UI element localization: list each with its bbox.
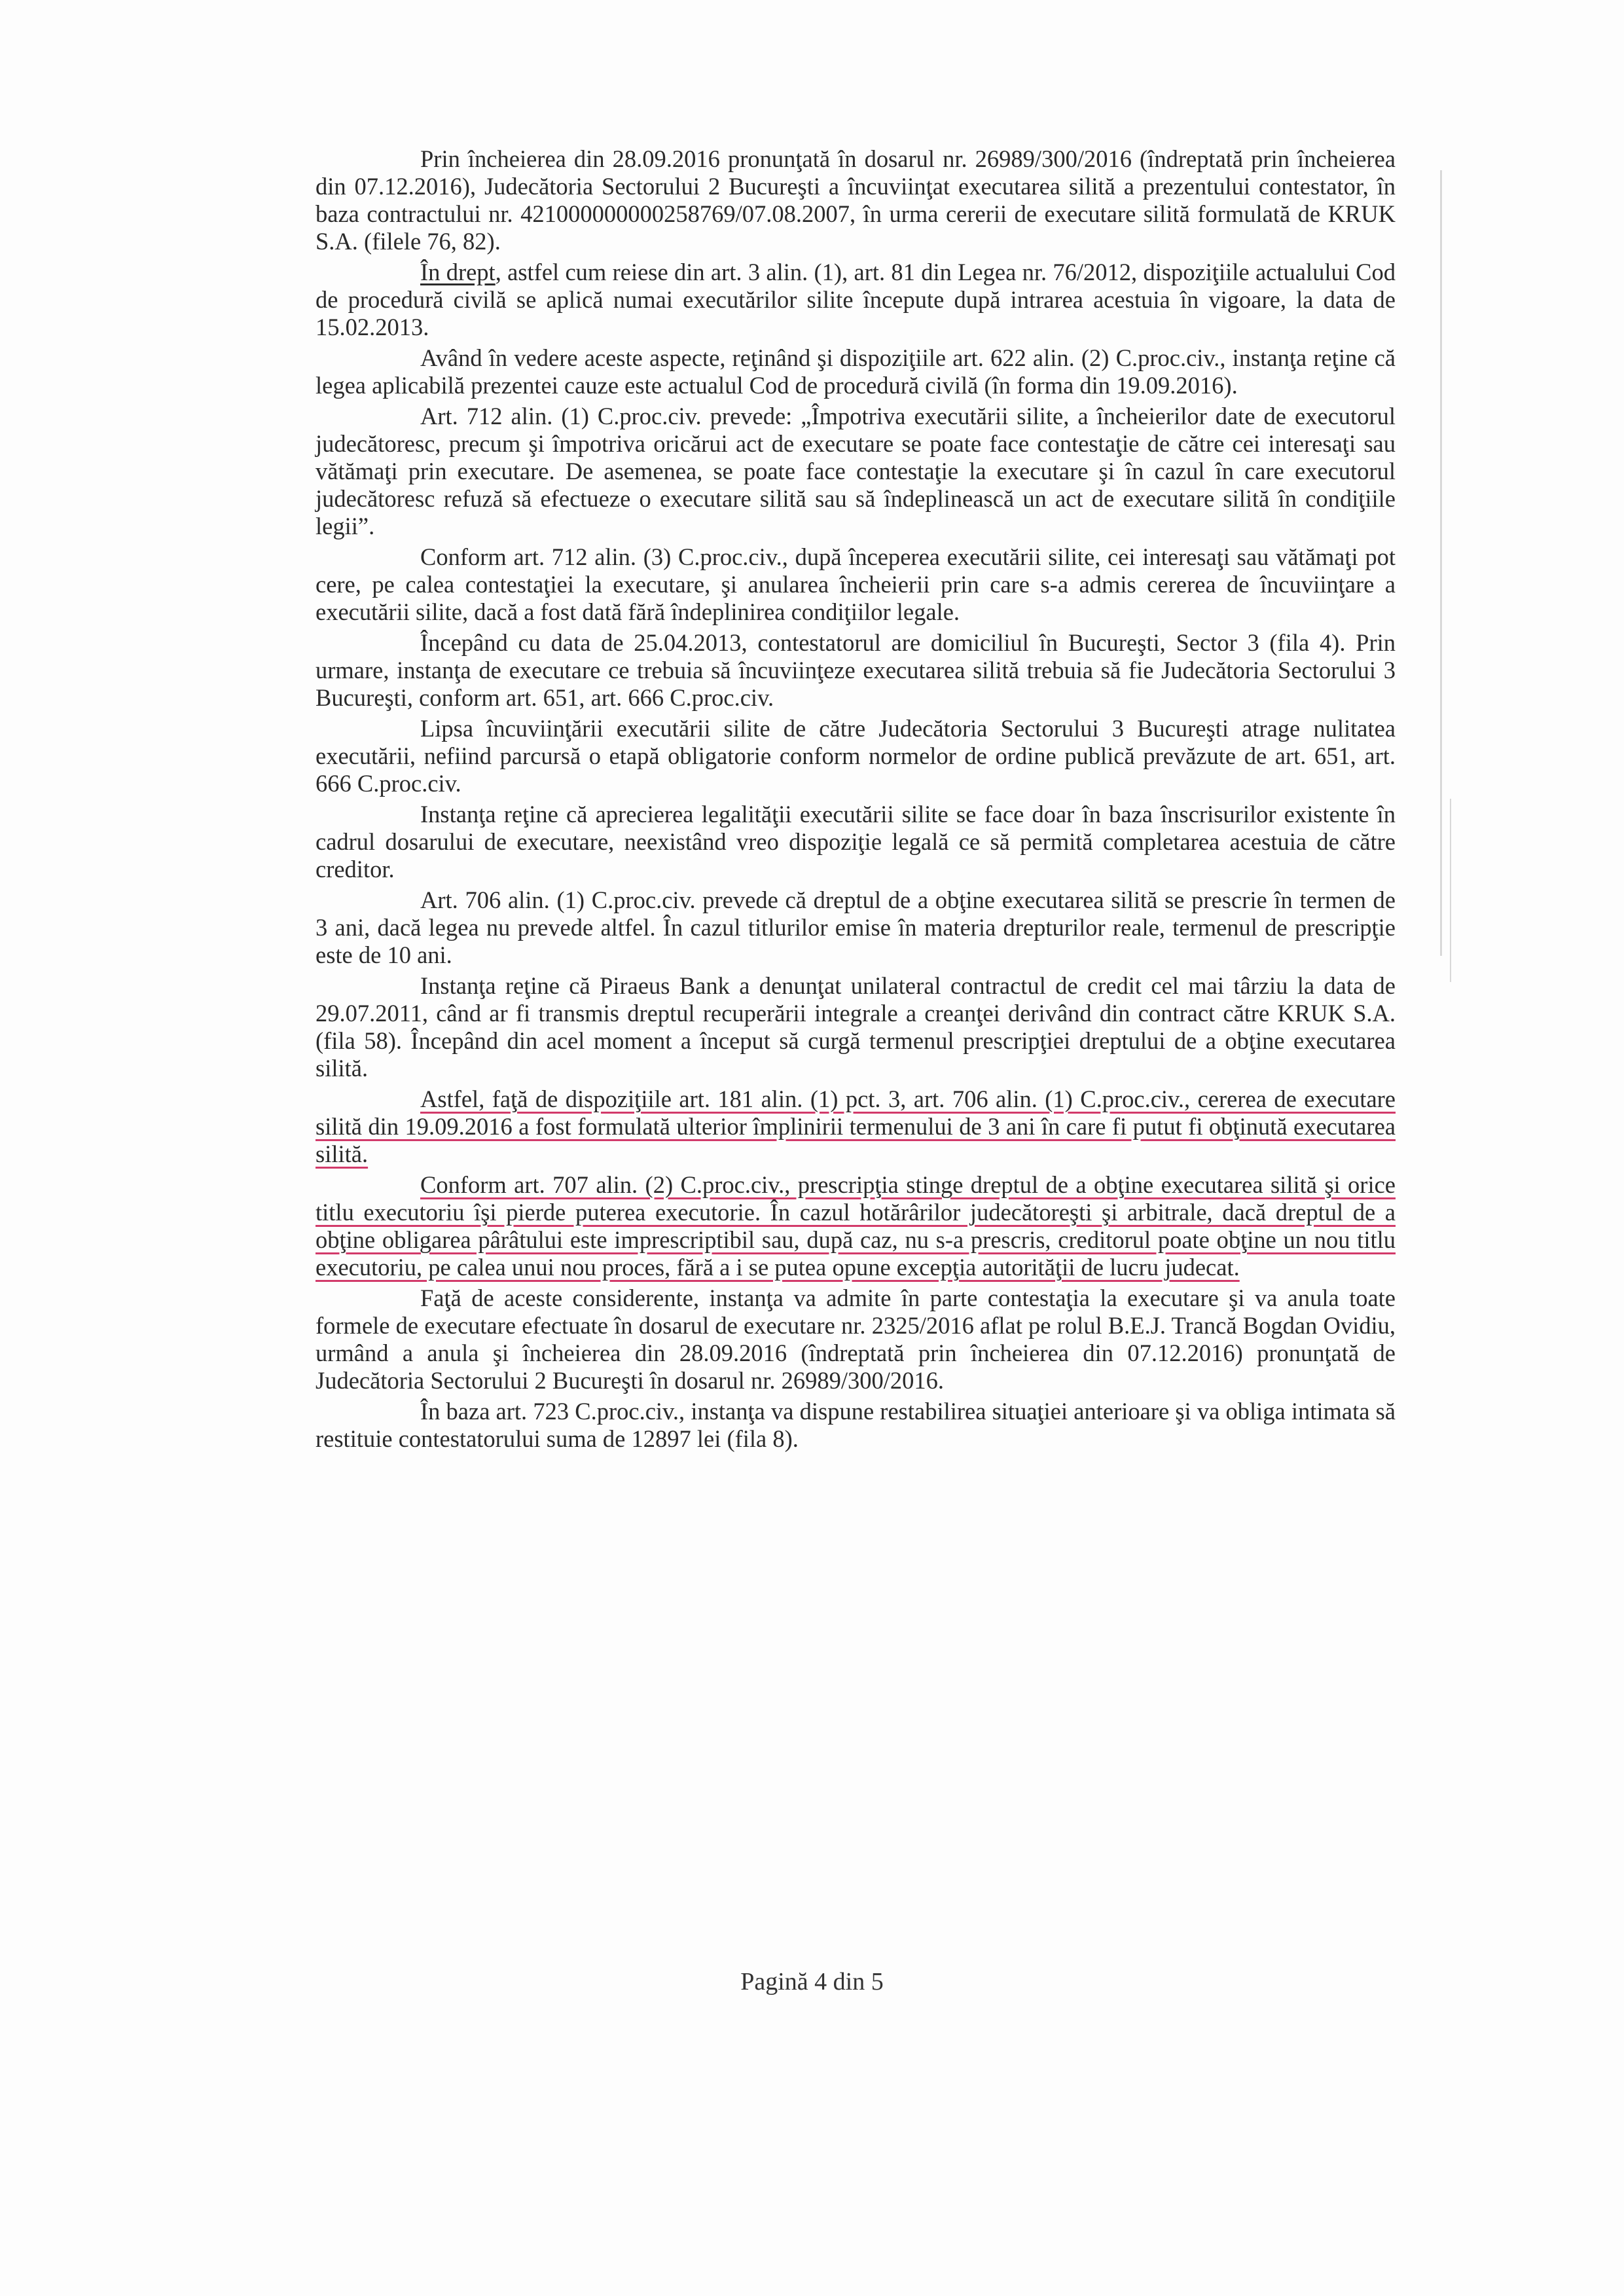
underlined-paragraph: Conform art. 707 alin. (2) C.proc.civ., prescripţia stinge dreptul de a obţine executarea silită şi orice titlu executoriu îşi pierde puterea executorie. În cazul hotărârilor judecătoreşti şi arbitrale, dacă dreptul de a obţine obligarea pârâtului este imprescriptibil sau, după caz, nu s-a prescris, creditorul poate obţine un nou titlu executoriu, pe calea unui nou proces, fără a i se putea opune excepţia autorităţii de lucru judecat. (316, 1171, 1396, 1281)
paragraph: Conform art. 712 alin. (3) C.proc.civ., după începerea executării silite, cei interesaţi sau vătămaţi pot cere, pe calea contestaţiei la executare, şi anularea încheierii prin care s-a admis cererea de încuviinţare a executării silite, dacă a fost dată fără îndeplinirea condiţiilor legale. (316, 543, 1396, 625)
page-number-footer: Pagină 4 din 5 (740, 1968, 884, 1995)
scan-edge-line (1440, 170, 1442, 956)
paragraph (316, 259, 1396, 341)
paragraph: Art. 706 alin. (1) C.proc.civ. prevede că dreptul de a obţine executarea silită se prescrie în termen de 3 ani, dacă legea nu prevede altfel. În cazul titlurilor emise în materia drepturilor reale, termenul de prescripţie este de 10 ani. (316, 886, 1396, 968)
paragraph-text: , astfel cum reiese din art. 3 alin. (1), art. 81 din Legea nr. 76/2012, dispoziţiile actualului Cod de procedură civilă se aplică numai executărilor silite începute după intrarea acestuia în vigoare, la data de 15.02.2013. (316, 259, 1396, 340)
paragraph: Începând cu data de 25.04.2013, contestatorul are domiciliul în Bucureşti, Sector 3 (fila 4). Prin urmare, instanţa de executare ce trebuia să încuviinţeze executarea silită trebuia să fie Judecătoria Sectorului 3 Bucureşti, conform art. 651, art. 666 C.proc.civ. (316, 629, 1396, 711)
document-body (316, 145, 1396, 1456)
paragraph: Instanţa reţine că Piraeus Bank a denunţat unilateral contractul de credit cel mai târziu la data de 29.07.2011, când ar fi transmis dreptul recuperării integrale a creanţei derivând din contract către KRUK S.A. (fila 58). Începând din acel moment a început să curgă termenul prescripţiei dreptului de a obţine executarea silită. (316, 972, 1396, 1082)
underlined-paragraph: Astfel, faţă de dispoziţiile art. 181 alin. (1) pct. 3, art. 706 alin. (1) C.proc.civ., cererea de executare silită din 19.09.2016 a fost formulată ulterior împlinirii termenului de 3 ani în care fi putut fi obţinută executarea silită. (316, 1085, 1396, 1167)
paragraph-lead: În drept (420, 259, 496, 285)
scan-edge-line (1450, 799, 1451, 982)
paragraph: Lipsa încuviinţării executării silite de către Judecătoria Sectorului 3 Bucureşti atrage nulitatea executării, nefiind parcursă o etapă obligatorie conform normelor de ordine publică prevăzute de art. 651, art. 666 C.proc.civ. (316, 715, 1396, 797)
paragraph: Art. 712 alin. (1) C.proc.civ. prevede: „Împotriva executării silite, a încheierilor date de executorul judecătoresc, precum şi împotriva oricărui act de executare se poate face contestaţie de către cei interesaţi sau vătămaţi prin executare. De asemenea, se poate face contestaţie la executare şi în cazul în care executorul judecătoresc refuză să efectueze o executare silită sau să îndeplinească un act de executare silită în condiţiile legii”. (316, 403, 1396, 539)
paragraph: Având în vedere aceste aspecte, reţinând şi dispoziţiile art. 622 alin. (2) C.proc.civ., instanţa reţine că legea aplicabilă prezentei cauze este actualul Cod de procedură civilă (în forma din 19.09.2016). (316, 344, 1396, 399)
paragraph: Prin încheierea din 28.09.2016 pronunţată în dosarul nr. 26989/300/2016 (îndreptată prin încheierea din 07.12.2016), Judecătoria Sectorului 2 Bucureşti a încuviinţat executarea silită a prezentului contestator, în baza contractului nr. 421000000000258769/07.08.2007, în urma cererii de executare silită formulată de KRUK S.A. (filele 76, 82). (316, 145, 1396, 255)
paragraph: Instanţa reţine că aprecierea legalităţii executării silite se face doar în baza înscrisurilor existente în cadrul dosarului de executare, neexistând vreo dispoziţie legală ce să permită completarea acestuia de către creditor. (316, 801, 1396, 883)
paragraph: Faţă de aceste considerente, instanţa va admite în parte contestaţia la executare şi va anula toate formele de executare efectuate în dosarul de executare nr. 2325/2016 aflat pe rolul B.E.J. Trancă Bogdan Ovidiu, urmând a anula şi încheierea din 28.09.2016 (îndreptată prin încheierea din 07.12.2016) pronunţată de Judecătoria Sectorului 2 Bucureşti în dosarul nr. 26989/300/2016. (316, 1285, 1396, 1394)
paragraph: În baza art. 723 C.proc.civ., instanţa va dispune restabilirea situaţiei anterioare şi va obliga intimata să restituie contestatorului suma de 12897 lei (fila 8). (316, 1398, 1396, 1452)
